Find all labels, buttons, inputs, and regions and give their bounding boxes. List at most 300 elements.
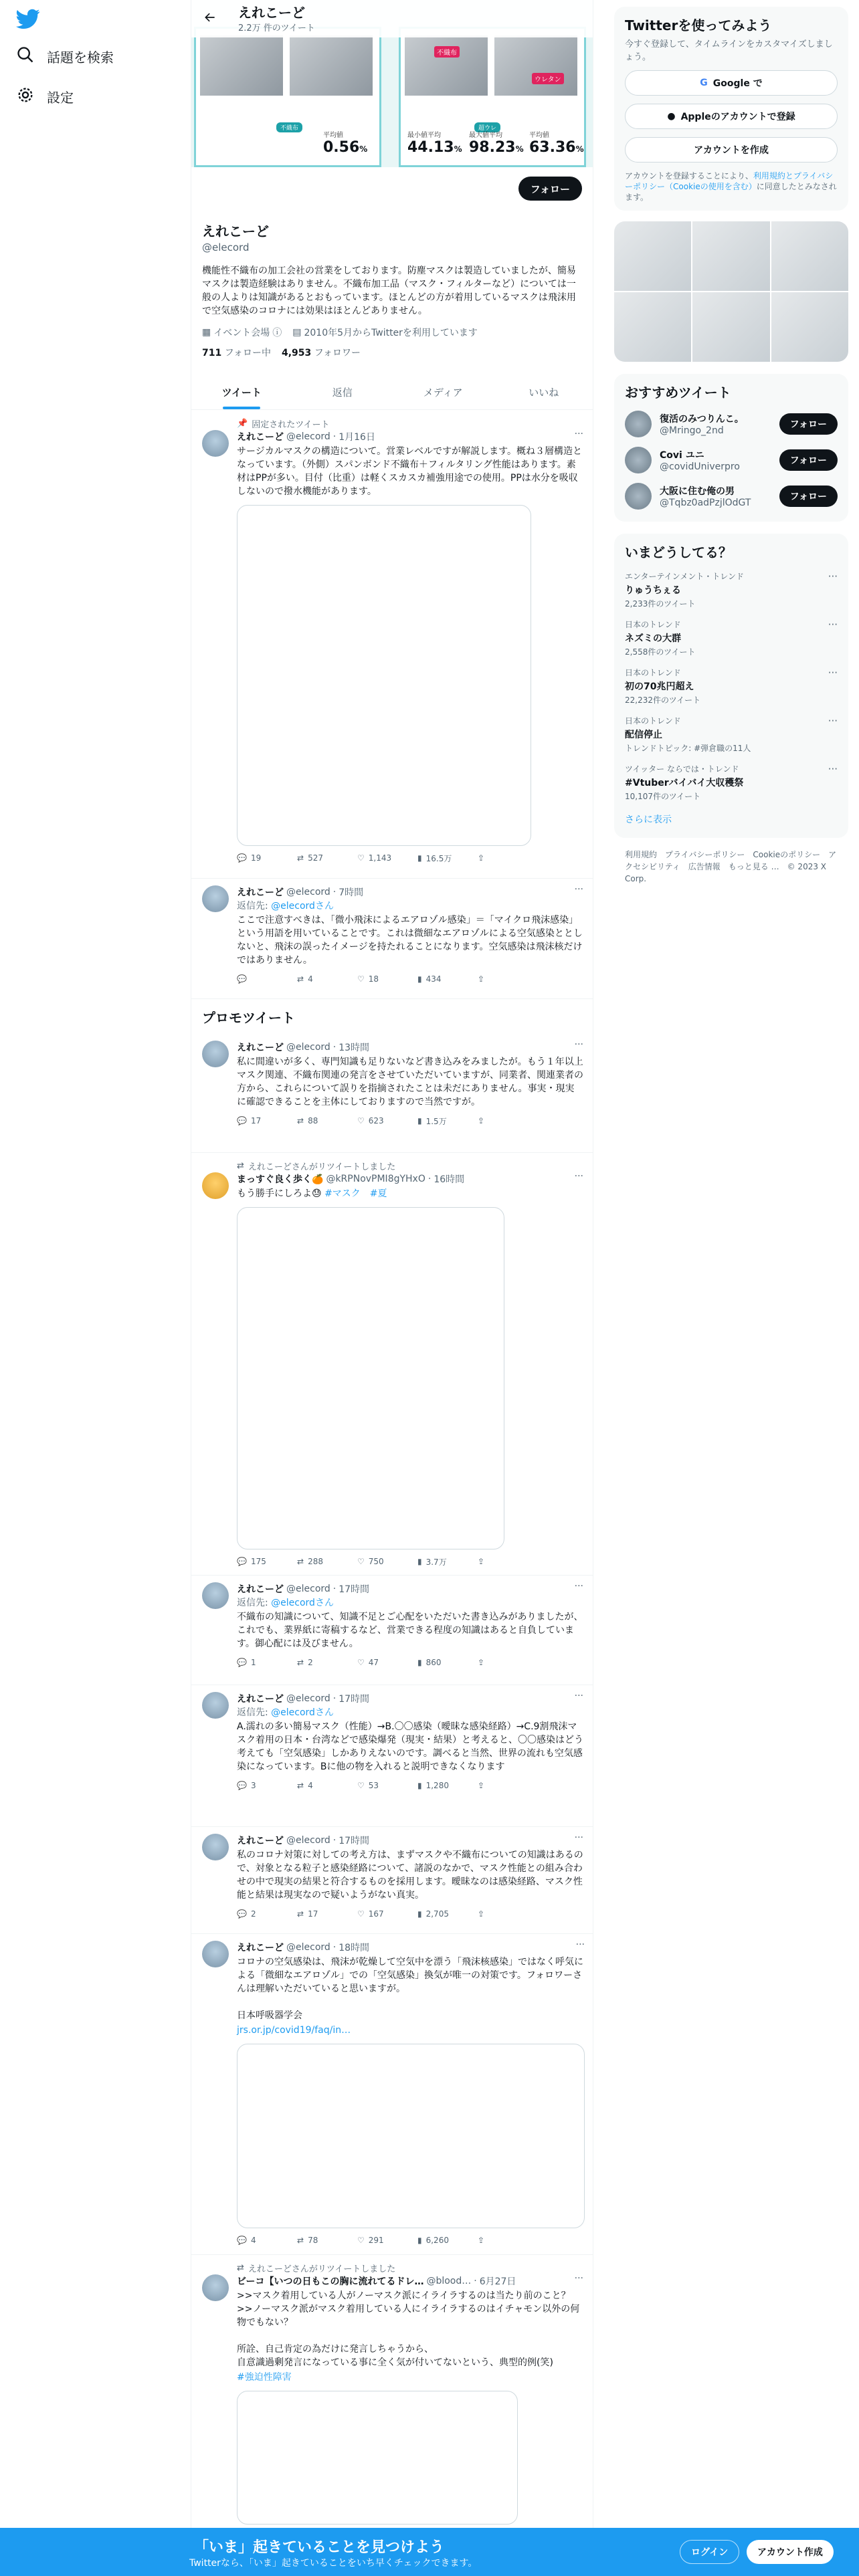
trends-title: いまどうしてる？ — [625, 544, 732, 560]
tweet[interactable] — [191, 1934, 593, 2255]
tweet-author[interactable]: えれこーど — [237, 1694, 284, 1705]
profile-joined — [292, 326, 478, 339]
info-icon[interactable]: ⓘ — [272, 328, 282, 338]
login-button[interactable]: ログイン — [680, 2540, 739, 2564]
reply-button[interactable]: 💬 3 — [237, 1781, 256, 1790]
tweet[interactable] — [191, 1827, 593, 1934]
banner-tag: 不織布 — [434, 46, 460, 58]
like-button[interactable]: ♡ 1,143 — [357, 853, 392, 863]
tweet[interactable] — [191, 1153, 593, 1576]
follow-button[interactable]: フォロー — [779, 413, 838, 435]
terms-link[interactable]: 利用規約とプライバシーポリシー（Cookieの使用を含む） — [625, 171, 834, 191]
tweet-author[interactable]: えれこーど — [237, 432, 284, 443]
reply-icon: 💬 — [237, 974, 247, 984]
banner-photo — [200, 35, 283, 96]
rec-user-handle: @covidUniverpro — [660, 461, 740, 472]
tweet-time[interactable]: 6月27日 — [479, 2276, 516, 2287]
tweet-header: まっすぐ良く歩く🍊 @kRPNovPMI8gYHxO · 16時間 ··· — [237, 1171, 583, 1185]
profile-tabs — [191, 374, 593, 410]
reply-to: 返信先: @elecordさん — [237, 901, 334, 911]
banner-photo — [405, 35, 488, 96]
chart-icon: ▮ — [417, 1909, 422, 1919]
media-thumb[interactable] — [771, 292, 848, 362]
tweet-media[interactable] — [237, 505, 531, 846]
tweet-time[interactable]: 18時間 — [339, 1943, 370, 1953]
trend-item[interactable] — [625, 570, 838, 609]
retweet-icon: ⇄ — [297, 974, 304, 984]
tweet[interactable] — [191, 879, 593, 999]
banner-photo — [494, 35, 577, 96]
stat-value: 63.36% — [529, 139, 584, 156]
tweet-time[interactable]: 7時間 — [339, 887, 364, 898]
banner-pill: 超ウレ — [474, 122, 500, 132]
like-button[interactable]: ♡ 53 — [357, 1781, 379, 1790]
chart-icon: ▮ — [417, 2236, 422, 2245]
tweet-text: A.濡れの多い簡易マスク（性能）→B.〇〇感染（曖昧な感染経路）→C.9割飛沫マスク着用の日本・台湾などで感染爆発（現実・結果）と考えると、〇〇感染はどう考えても「空気感染」しかありえないのです。調べると当然、世界の流れも空気感染になっています。Bに他の物を入れると説明できなくなります — [237, 1721, 583, 1772]
tweet-media[interactable] — [237, 1207, 504, 1549]
views-button[interactable]: ▮ 16.5万 — [417, 853, 452, 863]
share-button[interactable] — [478, 1116, 538, 1125]
create-account-button[interactable]: アカウントを作成 — [625, 137, 838, 163]
tweet-actions — [237, 846, 583, 870]
tweet-handle: @elecord — [286, 1693, 330, 1704]
twitter-logo-icon[interactable] — [16, 7, 43, 33]
reply-to: 返信先: @elecordさん — [237, 1707, 334, 1718]
show-more-link[interactable]: さらに表示 — [625, 815, 672, 825]
header-tweet-count: 2.2万 件のツイート — [238, 23, 315, 33]
tab-likes[interactable]: いいね — [529, 386, 559, 399]
chart-icon: ▮ — [417, 974, 422, 984]
hashtag-link[interactable]: #強迫性障害 — [237, 2372, 292, 2383]
more-icon[interactable]: ··· — [828, 570, 838, 582]
more-icon[interactable]: ··· — [574, 429, 583, 439]
tweet-handle: @blood… — [426, 2276, 472, 2286]
tweet-actions — [237, 967, 583, 991]
gear-icon — [16, 86, 35, 108]
share-icon: ⇪ — [478, 1781, 485, 1790]
tweet-actions — [237, 1902, 583, 1926]
share-button[interactable] — [478, 1781, 538, 1790]
signup-card — [614, 7, 848, 211]
signup-subtitle: 今すぐ登録して、タイムラインをカスタマイズしましょう。 — [625, 39, 833, 62]
share-icon: ⇪ — [478, 1116, 485, 1125]
tweet-text: コロナの空気感染は、飛沫が乾燥して空気中を漂う「飛沫核感染」ではなく呼気による「微細なエアロゾル」での「空気感染」換気が唯一の対策です。フォロワーさんは理解いただいていると思いますが。 日本呼吸器学会 — [237, 1957, 583, 2021]
like-button[interactable]: ♡ 18 — [357, 974, 379, 984]
retweet-icon: ⇄ — [297, 2236, 304, 2245]
tweet-handle: @elecord — [286, 431, 330, 442]
signup-terms: アカウントを登録することにより、利用規約とプライバシーポリシー（Cookieの使用を含む）に同意したとみなされます。 — [625, 171, 837, 202]
reply-icon: 💬 — [237, 2236, 247, 2245]
share-icon: ⇪ — [478, 853, 485, 863]
tweet-context: ⇄ えれこーどさんがリツイートしました — [237, 1161, 396, 1172]
share-icon: ⇪ — [478, 1909, 485, 1919]
media-thumb[interactable] — [614, 292, 691, 362]
like-button[interactable]: ♡ 47 — [357, 1658, 379, 1667]
tweet-time[interactable]: 17時間 — [339, 1694, 370, 1705]
like-button[interactable]: ♡ 750 — [357, 1557, 384, 1566]
header-titles — [238, 5, 315, 33]
tweet[interactable] — [191, 2255, 593, 2563]
tweet-actions — [237, 1774, 583, 1798]
tweet-handle: @kRPNovPMI8gYHxO — [326, 1174, 425, 1184]
retweet-icon: ⇄ — [297, 1658, 304, 1667]
tab-replies[interactable]: 返信 — [332, 386, 353, 399]
arrow-left-icon — [203, 11, 217, 27]
retweet-button[interactable]: ⇄ 78 — [297, 2236, 318, 2245]
rec-user-name: 復活のみつりんこ。 — [660, 414, 744, 425]
profile-meta — [202, 326, 583, 339]
reply-icon: 💬 — [237, 853, 247, 863]
tweet-handle: @elecord — [286, 1042, 330, 1053]
stat-value: 0.56% — [323, 139, 368, 156]
views-button[interactable]: ▮ 1,280 — [417, 1781, 449, 1790]
nav-explore[interactable] — [16, 45, 114, 68]
heart-icon: ♡ — [357, 974, 365, 984]
retweet-icon: ⇄ — [297, 1909, 304, 1919]
stat-value: 98.23% — [469, 139, 524, 156]
share-icon: ⇪ — [478, 974, 485, 984]
chart-icon: ▮ — [417, 1557, 422, 1566]
share-button[interactable] — [478, 853, 538, 863]
follow-button[interactable]: フォロー — [779, 449, 838, 471]
trend-name: ネズミの大群 — [625, 633, 681, 644]
share-icon: ⇪ — [478, 1658, 485, 1667]
more-icon[interactable]: ··· — [574, 2273, 583, 2284]
tweet-time[interactable]: 1月16日 — [339, 432, 375, 443]
share-button[interactable] — [478, 1557, 538, 1566]
reply-button[interactable]: 💬 1 — [237, 1658, 256, 1667]
bottom-bar-subtitle: Twitterなら、「いま」起きていることをいち早くチェックできます。 — [189, 2558, 478, 2569]
banner-panel-right — [399, 27, 586, 167]
tweet-text: サージカルマスクの構造について。営業レベルですが解説します。概ね３層構造となっています。（外側）スパンボンド不織布＋フィルタリング性能はあります。素材はPPが多い。目付（比重）は軽くスカスカ補強用途での使用。PPは水分を吸収しないので撥水機能があります。 — [237, 446, 583, 497]
avatar[interactable] — [625, 411, 652, 437]
avatar[interactable] — [202, 2274, 229, 2301]
share-icon: ⇪ — [478, 2236, 485, 2245]
tab-media[interactable]: メディア — [423, 386, 463, 399]
back-button[interactable] — [198, 7, 222, 31]
heart-icon: ♡ — [357, 2236, 365, 2245]
tweet-author[interactable]: えれこーど — [237, 1043, 284, 1053]
calendar-event-icon: ▦ — [202, 327, 211, 338]
avatar[interactable] — [625, 483, 652, 510]
heart-icon: ♡ — [357, 1781, 365, 1790]
signup-title: Twitterを使ってみよう — [625, 17, 772, 33]
reply-to-link[interactable]: @elecordさん — [271, 901, 334, 911]
signup-button[interactable]: アカウント作成 — [747, 2540, 834, 2564]
retweet-button[interactable]: ⇄ 17 — [297, 1909, 318, 1919]
right-sidebar — [614, 0, 848, 885]
trend-category: 日本のトレンド — [625, 620, 681, 629]
rec-user-name: 大阪に住む俺の男 — [660, 486, 735, 497]
reply-button[interactable] — [237, 974, 297, 984]
trend-meta: 2,233件のツイート — [625, 599, 696, 609]
tweet-text: もう勝手にしろよ😓 #マスク #夏 — [237, 1188, 387, 1199]
tweet-time[interactable]: 17時間 — [339, 1836, 370, 1846]
tweet-header: えれこーど @elecord · 18時間 ··· — [237, 1939, 585, 1953]
banner-stat — [469, 129, 524, 156]
tweet[interactable] — [191, 1034, 593, 1153]
heart-icon: ♡ — [357, 1909, 365, 1919]
google-signup-button[interactable]: G Google で — [625, 70, 838, 96]
rec-user[interactable] — [625, 447, 838, 473]
nav-explore-label: 話題を検索 — [47, 49, 114, 66]
calendar-icon: ▤ — [292, 327, 302, 338]
trend-item[interactable] — [625, 763, 838, 802]
more-icon[interactable]: ··· — [574, 1039, 583, 1050]
reply-to: 返信先: @elecordさん — [237, 1598, 334, 1608]
views-button[interactable]: ▮ 434 — [417, 974, 442, 984]
trend-category: エンターテインメント・トレンド — [625, 572, 745, 581]
heart-icon: ♡ — [357, 1116, 365, 1125]
banner-stat — [529, 129, 584, 156]
media-thumb[interactable] — [692, 292, 769, 362]
banner-panel-left — [194, 27, 381, 167]
tweet[interactable] — [191, 1576, 593, 1685]
views-button[interactable]: ▮ 1.5万 — [417, 1116, 447, 1126]
stat-label: 平均値 — [529, 132, 549, 139]
trend-category: ツイッター ならでは・トレンド — [625, 764, 739, 774]
tweet-header: えれこーど @elecord · 17時間 ··· — [237, 1581, 583, 1595]
more-icon[interactable]: ··· — [575, 1939, 585, 1950]
tweet-text: 私のコロナ対策に対しての考え方は、まずマスクや不織布についての知識はあるので、対象となる粒子と感染経路について、諸説のなかで、マスク性能との組み合わせの中で現実の結果と符合するものを採用します。曖昧なのは感染経路、マスク性能と結果は現実なので疑いようがない真実。 — [237, 1850, 583, 1901]
tweet-handle: @elecord — [286, 1584, 330, 1594]
avatar[interactable] — [202, 885, 229, 912]
banner-tag: ウレタン — [532, 73, 564, 84]
apple-icon: ● — [667, 111, 676, 122]
followers-link[interactable]: 4,953 フォロワー — [282, 348, 361, 358]
left-nav — [0, 0, 191, 2576]
share-button[interactable] — [478, 974, 538, 984]
tweet-time[interactable]: 16時間 — [434, 1174, 465, 1185]
retweet-button[interactable]: ⇄ 288 — [297, 1557, 323, 1566]
like-button[interactable]: ♡ 291 — [357, 2236, 384, 2245]
share-button[interactable] — [478, 1658, 538, 1667]
media-thumb[interactable] — [771, 221, 848, 291]
apple-signup-button[interactable]: ● Appleのアカウントで登録 — [625, 104, 838, 129]
tweet-context: 📌 固定されたツイート — [237, 419, 330, 430]
tweet-handle: @elecord — [286, 1835, 330, 1846]
media-thumb[interactable] — [614, 221, 691, 291]
tweet-link[interactable]: jrs.or.jp/covid19/faq/in… — [237, 2025, 351, 2036]
profile-name: えれこーど — [202, 223, 269, 239]
banner-pill: 不織布 — [276, 122, 302, 132]
retweet-button[interactable]: ⇄ 4 — [297, 974, 313, 984]
more-icon[interactable]: ··· — [574, 1832, 583, 1843]
heart-icon: ♡ — [357, 1557, 365, 1566]
stat-label: 最小値平均 — [407, 132, 441, 139]
tweet-header: えれこーど @elecord · 13時間 ··· — [237, 1039, 583, 1053]
rec-user-handle: @Mringo_2nd — [660, 425, 724, 436]
tweet-actions — [237, 1650, 583, 1675]
nav-settings-label: 設定 — [47, 90, 74, 106]
chart-icon: ▮ — [417, 1116, 422, 1125]
reply-button[interactable]: 💬 17 — [237, 1116, 262, 1125]
retweet-icon: ⇄ — [237, 1161, 244, 1171]
trend-category: 日本のトレンド — [625, 716, 681, 726]
tweet-header: ビーコ【いつの日もこの胸に流れてるドレ… @blood… · 6月27日 ··· — [237, 2273, 583, 2287]
trend-meta: 10,107件のツイート — [625, 792, 701, 801]
views-button[interactable]: ▮ 860 — [417, 1658, 442, 1667]
bottom-signup-bar — [0, 2528, 859, 2576]
tweet-text: 不織布の知識について、知識不足とご心配をいただいた書き込みがありましたが、これでも、業界紙に寄稿するなど、営業できる程度の知識はあると自負しています。御心配には及びません。 — [237, 1612, 583, 1649]
tweet-media[interactable] — [237, 2044, 585, 2228]
reply-to-link[interactable]: @elecordさん — [271, 1707, 334, 1718]
share-button[interactable] — [478, 1909, 538, 1919]
follow-stats — [202, 346, 583, 359]
stat-label: 平均値 — [323, 132, 343, 139]
like-button[interactable]: ♡ 167 — [357, 1909, 384, 1919]
tweet-media[interactable] — [237, 2391, 518, 2525]
retweet-icon: ⇄ — [297, 1781, 304, 1790]
reply-button[interactable]: 💬 2 — [237, 1909, 256, 1919]
banner-stat — [407, 129, 462, 156]
reply-button[interactable]: 💬 4 — [237, 2236, 256, 2245]
retweet-button[interactable]: ⇄ 527 — [297, 853, 323, 863]
tweet[interactable] — [191, 411, 593, 879]
trend-item[interactable] — [625, 619, 838, 657]
heart-icon: ♡ — [357, 1658, 365, 1667]
avatar[interactable] — [202, 1582, 229, 1609]
reply-to-link[interactable]: @elecordさん — [271, 1598, 334, 1608]
more-icon[interactable]: ··· — [828, 763, 838, 775]
views-button[interactable]: ▮ 2,705 — [417, 1909, 449, 1919]
banner-photo — [290, 35, 373, 96]
reply-icon: 💬 — [237, 1116, 247, 1125]
banner-stat — [323, 129, 367, 156]
retweet-icon: ⇄ — [297, 1116, 304, 1125]
location-text: イベント会場 — [213, 328, 270, 338]
chart-icon: ▮ — [417, 1781, 422, 1790]
tweet-text: >>マスク着用している人がノーマスク派にイライラするのは当たり前のこと？ >>ノーマスク派がマスク着用している人にイライラするのはイチャモン以外の何物でもない？ 所詮、自己肯定の為だけに発言しちゃうから、 自意識過剰発言になっている事に全く気が付いてないという、典型的例(笑) — [237, 2290, 580, 2368]
joined-text: 2010年5月からTwitterを利用しています — [304, 328, 478, 338]
trends-card — [614, 534, 848, 838]
profile-bio: 機能性不織布の加工会社の営業をしております。防塵マスクは製造していましたが、簡易マスクは製造経験はありません。不織布加工品（マスク・フィルターなど）については一般の人よりは知識があるとおもっています。ほとんどの方が着用しているマスクは飛沫用で空気感染のコロナには効果はほとんどありません。 — [202, 265, 576, 316]
tweet-header: えれこーど @elecord · 7時間 ··· — [237, 884, 583, 898]
follow-button[interactable]: フォロー — [779, 486, 838, 507]
tweet-actions — [237, 1549, 583, 1574]
reply-button[interactable]: 💬 175 — [237, 1557, 266, 1566]
follow-button[interactable]: フォロー — [518, 177, 582, 201]
trend-category: 日本のトレンド — [625, 668, 681, 677]
views-button[interactable]: ▮ 3.7万 — [417, 1557, 447, 1567]
like-button[interactable]: ♡ 623 — [357, 1116, 384, 1125]
retweet-icon: ⇄ — [297, 853, 304, 863]
avatar[interactable] — [202, 1834, 229, 1860]
views-button[interactable]: ▮ 6,260 — [417, 2236, 449, 2245]
avatar[interactable] — [202, 1172, 229, 1199]
chart-icon: ▮ — [417, 853, 422, 863]
more-icon[interactable]: ··· — [828, 619, 838, 631]
avatar[interactable] — [202, 1041, 229, 1067]
profile-header-bar — [191, 0, 593, 37]
tweet-text: 私に間違いが多く、専門知識も足りないなど書き込みをみましたが。もう１年以上マスク関連、不織布関連の発言をさせていただいていますが、同業者、関連業者の方から、これらについて誤りを指摘されたことは未だにありません。事実・現実に確認できることを主体にしておりますので当然ですが。 — [237, 1057, 583, 1107]
tab-tweets[interactable]: ツイート — [191, 374, 292, 409]
profile-handle: @elecord — [202, 241, 250, 253]
promo-section-title: プロモツイート — [202, 1010, 295, 1026]
share-button[interactable] — [478, 2236, 538, 2245]
profile-location — [202, 326, 282, 339]
tweet-header: えれこーど @elecord · 17時間 ··· — [237, 1832, 583, 1846]
pin-icon: 📌 — [237, 419, 248, 429]
reply-icon: 💬 — [237, 1658, 247, 1667]
tweet-author[interactable]: えれこーど — [237, 1584, 284, 1595]
avatar[interactable] — [202, 1692, 229, 1719]
trend-name: りゅうちぇる — [625, 585, 681, 596]
google-icon: G — [700, 78, 708, 88]
main-column — [191, 0, 593, 2576]
stat-value: 44.13% — [407, 139, 462, 156]
more-icon[interactable]: ··· — [828, 715, 838, 727]
trend-item[interactable] — [625, 667, 838, 706]
profile-info — [202, 221, 583, 359]
hashtag-link[interactable]: #マスク #夏 — [324, 1188, 387, 1199]
stat-label: 最大値平均 — [469, 132, 502, 139]
recommended-title: おすすめツイート — [625, 385, 731, 401]
following-link[interactable]: 711 フォロー中 — [202, 348, 271, 358]
recommended-card — [614, 374, 848, 522]
reply-button[interactable]: 💬 19 — [237, 853, 262, 863]
rec-user-handle: @Tqbz0adPzjlOdGT — [660, 498, 751, 508]
tweet-time[interactable]: 17時間 — [339, 1584, 370, 1595]
media-grid[interactable] — [614, 221, 848, 362]
more-icon[interactable]: ··· — [574, 1171, 583, 1182]
retweet-button[interactable]: ⇄ 4 — [297, 1781, 313, 1790]
tweet-author[interactable]: えれこーど — [237, 1943, 284, 1953]
chart-icon: ▮ — [417, 1658, 422, 1667]
more-icon[interactable]: ··· — [828, 667, 838, 679]
tweet-author[interactable]: ビーコ【いつの日もこの胸に流れてるドレ… — [237, 2276, 424, 2287]
heart-icon: ♡ — [357, 853, 365, 863]
footer-links[interactable]: 利用規約 プライバシーポリシー Cookieのポリシー アクセシビリティ 広告情報 もっと見る … © 2023 X Corp. — [625, 850, 837, 883]
tweet-time[interactable]: 13時間 — [339, 1043, 370, 1053]
tweet-text: ここで注意すべきは、「微小飛沫によるエアロゾル感染」＝「マイクロ飛沫感染」という用語を用いていることです。これは微細なエアロゾルによる空気感染ととしないと、飛沫の誤ったイメージを持たれることになります。空気感染は飛沫核だけではありません。 — [237, 915, 583, 966]
media-thumb[interactable] — [692, 221, 769, 291]
tweet-handle: @elecord — [286, 887, 330, 897]
tweet[interactable] — [191, 1685, 593, 1827]
retweet-icon: ⇄ — [297, 1557, 304, 1566]
retweet-button[interactable]: ⇄ 2 — [297, 1658, 313, 1667]
trend-meta: トレンドトピック: #弾倉職の11人 — [625, 744, 751, 753]
nav-settings[interactable] — [16, 86, 74, 108]
reply-icon: 💬 — [237, 1557, 247, 1566]
rec-user[interactable] — [625, 411, 838, 437]
avatar[interactable] — [625, 447, 652, 473]
tweet-author[interactable]: えれこーど — [237, 887, 284, 898]
trend-name: 初の70兆円超え — [625, 681, 694, 692]
tweet-actions — [237, 2228, 585, 2252]
tweet-header: えれこーど @elecord · 17時間 ··· — [237, 1691, 583, 1705]
more-icon[interactable]: ··· — [574, 1691, 583, 1701]
avatar[interactable] — [202, 430, 229, 457]
more-icon[interactable]: ··· — [574, 884, 583, 895]
more-icon[interactable]: ··· — [574, 1581, 583, 1592]
trend-item[interactable] — [625, 715, 838, 754]
retweet-icon: ⇄ — [237, 2263, 244, 2273]
rec-user[interactable] — [625, 483, 838, 510]
tweet-actions — [237, 1109, 583, 1133]
reply-icon: 💬 — [237, 1909, 247, 1919]
avatar[interactable] — [202, 1941, 229, 1967]
tweet-author[interactable]: まっすぐ良く歩く🍊 — [237, 1174, 324, 1185]
share-icon: ⇪ — [478, 1557, 485, 1566]
tweet-handle: @elecord — [286, 1942, 330, 1953]
tweet-header: えれこーど @elecord · 1月16日 ··· — [237, 429, 583, 443]
tweet-author[interactable]: えれこーど — [237, 1836, 284, 1846]
trend-meta: 2,558件のツイート — [625, 647, 696, 657]
retweet-button[interactable]: ⇄ 88 — [297, 1116, 318, 1125]
reply-icon: 💬 — [237, 1781, 247, 1790]
trend-name: #Vtuberバイバイ大収穫祭 — [625, 778, 744, 788]
